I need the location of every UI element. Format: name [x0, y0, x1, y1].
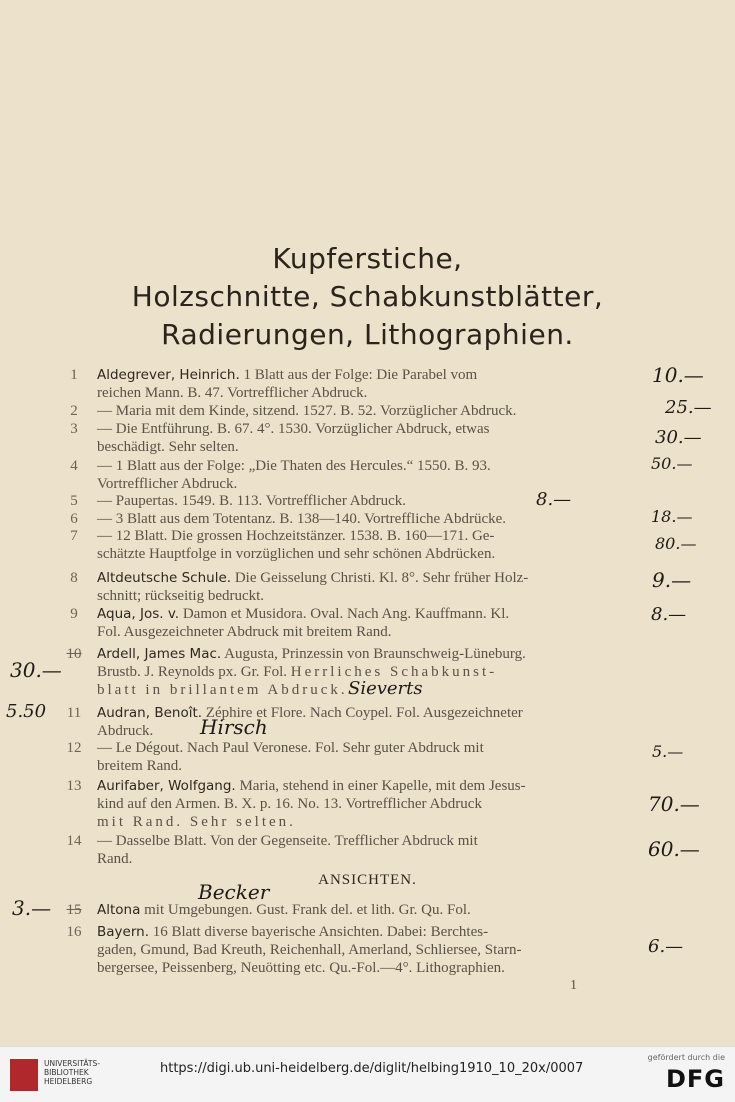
price-annotation: 3.—: [12, 896, 52, 920]
price-annotation: 8.—: [651, 604, 687, 625]
entry-text: mit Umgebungen. Gust. Frank del. et lith. Gr. Qu. Fol.: [144, 902, 471, 918]
price-annotation: 70.—: [648, 792, 700, 816]
artist-name: Aurifaber, Wolfgang.: [97, 778, 236, 794]
funded-by-label: gefördert durch die: [647, 1053, 725, 1062]
entry-text: Rand.: [97, 851, 133, 867]
price-annotation: 50.—: [651, 454, 693, 473]
lot-number: 2: [70, 403, 78, 419]
lot-number: 8: [70, 570, 78, 586]
buyer-annotation: Hirsch: [200, 715, 268, 739]
artist-name: Audran, Benoît.: [97, 705, 203, 721]
artist-name: Aldegrever, Heinrich.: [97, 367, 240, 383]
price-annotation: 80.—: [655, 534, 697, 553]
artist-name: Altdeutsche Schule.: [97, 570, 232, 586]
price-annotation: 25.—: [665, 397, 712, 418]
title-line-3: Radierungen, Lithographien.: [161, 318, 574, 351]
entry-text: bergersee, Peissenberg, Neuötting etc. Qu.-Fol.—4°. Lithographien.: [97, 960, 505, 976]
entry-text: — 12 Blatt. Die grossen Hochzeitstänzer. 1538. B. 160—171. Ge-: [97, 528, 495, 544]
entry-text: 16 Blatt diverse bayerische Ansichten. Dabei: Berchtes-: [152, 924, 489, 940]
library-name-line: UNIVERSITÄTS-: [44, 1059, 100, 1068]
entry-text: — Dasselbe Blatt. Von der Gegenseite. Trefflicher Abdruck mit: [97, 833, 478, 849]
entry-text: — 3 Blatt aus dem Totentanz. B. 138—140. Vortreffliche Abdrücke.: [97, 511, 507, 527]
entry-text: blatt in brillantem Abdruck.: [97, 682, 348, 698]
section-heading: ANSICHTEN.: [318, 872, 417, 888]
artist-name: Aqua, Jos. v.: [97, 606, 180, 622]
lot-number: 15: [66, 902, 82, 918]
library-name-line: HEIDELBERG: [44, 1077, 93, 1086]
entry-text: Maria, stehend in einer Kapelle, mit dem Jesus-: [239, 778, 526, 794]
place-name: Bayern.: [97, 924, 149, 940]
lot-number: 6: [70, 511, 78, 527]
lot-number: 1: [70, 367, 78, 383]
lot-number: 12: [66, 740, 82, 756]
entry-text: Augusta, Prinzessin von Braunschweig-Lüneburg.: [224, 646, 526, 662]
lot-number: 5: [70, 493, 78, 509]
entry-text: Abdruck.: [97, 723, 154, 739]
place-name: Altona: [97, 902, 141, 918]
entry-text: kind auf den Armen. B. X. p. 16. No. 13. Vortrefflicher Abdruck: [97, 796, 482, 812]
lot-number: 3: [70, 421, 78, 437]
entry-text: Fol. Ausgezeichneter Abdruck mit breitem Rand.: [97, 624, 392, 640]
library-name: [44, 1059, 100, 1086]
price-annotation: 5.50: [6, 701, 47, 722]
entry-text: breitem Rand.: [97, 758, 182, 774]
entry-text: Zéphire et Flore. Nach Coypel. Fol. Ausgezeichneter: [205, 705, 523, 721]
lot-number: 9: [70, 606, 78, 622]
entry-text: Brustb. J. Reynolds px. Gr. Fol.: [97, 664, 288, 680]
viewer-footer: [0, 1046, 735, 1102]
entry-text: Damon et Musidora. Oval. Nach Ang. Kauffmann. Kl.: [182, 606, 510, 622]
price-annotation: 10.—: [652, 363, 704, 387]
artist-name: Ardell, James Mac.: [97, 646, 222, 662]
title-line-1: Kupferstiche,: [272, 242, 463, 275]
price-annotation: 18.—: [651, 507, 693, 526]
lot-number: 10: [66, 646, 82, 662]
lot-number: 4: [70, 458, 78, 474]
buyer-annotation: Sieverts: [348, 678, 423, 699]
entry-text: Herrliches Schabkunst-: [290, 664, 498, 680]
price-annotation: 60.—: [648, 837, 700, 861]
price-annotation: 5.—: [652, 742, 684, 761]
lot-number: 7: [70, 528, 78, 544]
entry-text: 1 Blatt aus der Folge: Die Parabel vom: [243, 367, 478, 383]
entry-text: Die Geisselung Christi. Kl. 8°. Sehr früher Holz-: [234, 570, 529, 586]
entry-text: — Maria mit dem Kinde, sitzend. 1527. B. 52. Vorzüglicher Abdruck.: [97, 403, 517, 419]
entry-text: Vortrefflicher Abdruck.: [97, 476, 238, 492]
entry-text: — Die Entführung. B. 67. 4°. 1530. Vorzüglicher Abdruck, etwas: [97, 421, 490, 437]
entry-text: — Paupertas. 1549. B. 113. Vortrefflicher Abdruck.: [97, 493, 406, 509]
entry-text: — 1 Blatt aus der Folge: „Die Thaten des Hercules.“ 1550. B. 93.: [97, 458, 491, 474]
lot-number: 16: [66, 924, 82, 940]
library-name-line: BIBLIOTHEK: [44, 1068, 89, 1077]
page-number: 1: [570, 978, 577, 993]
permalink-url[interactable]: https://digi.ub.uni-heidelberg.de/diglit/helbing1910_10_20x/0007: [160, 1061, 584, 1076]
entry-text: schnitt; rückseitig bedruckt.: [97, 588, 265, 604]
price-annotation: 6.—: [648, 936, 684, 957]
price-annotation: 30.—: [655, 427, 702, 448]
title-line-2: Holzschnitte, Schabkunstblätter,: [131, 280, 604, 313]
dfg-logo[interactable]: DFG: [665, 1065, 725, 1093]
entry-text: beschädigt. Sehr selten.: [97, 439, 239, 455]
price-annotation: 9.—: [652, 568, 692, 592]
lot-number: 11: [66, 705, 82, 721]
entry-text: gaden, Gmund, Bad Kreuth, Reichenhall, Amerland, Schliersee, Starn-: [97, 942, 522, 958]
price-annotation: 30.—: [10, 658, 62, 682]
entry-text: schätzte Hauptfolge in vorzüglichen und sehr schönen Abdrücken.: [97, 546, 496, 562]
university-library-logo-icon: [10, 1059, 38, 1091]
entry-text: mit Rand. Sehr selten.: [97, 814, 296, 830]
lot-number: 14: [66, 833, 82, 849]
entry-text: — Le Dégout. Nach Paul Veronese. Fol. Sehr guter Abdruck mit: [97, 740, 484, 756]
price-annotation: 8.—: [536, 489, 572, 510]
entry-text: reichen Mann. B. 47. Vortrefflicher Abdruck.: [97, 385, 368, 401]
lot-number: 13: [66, 778, 82, 794]
buyer-annotation: Becker: [198, 880, 270, 904]
